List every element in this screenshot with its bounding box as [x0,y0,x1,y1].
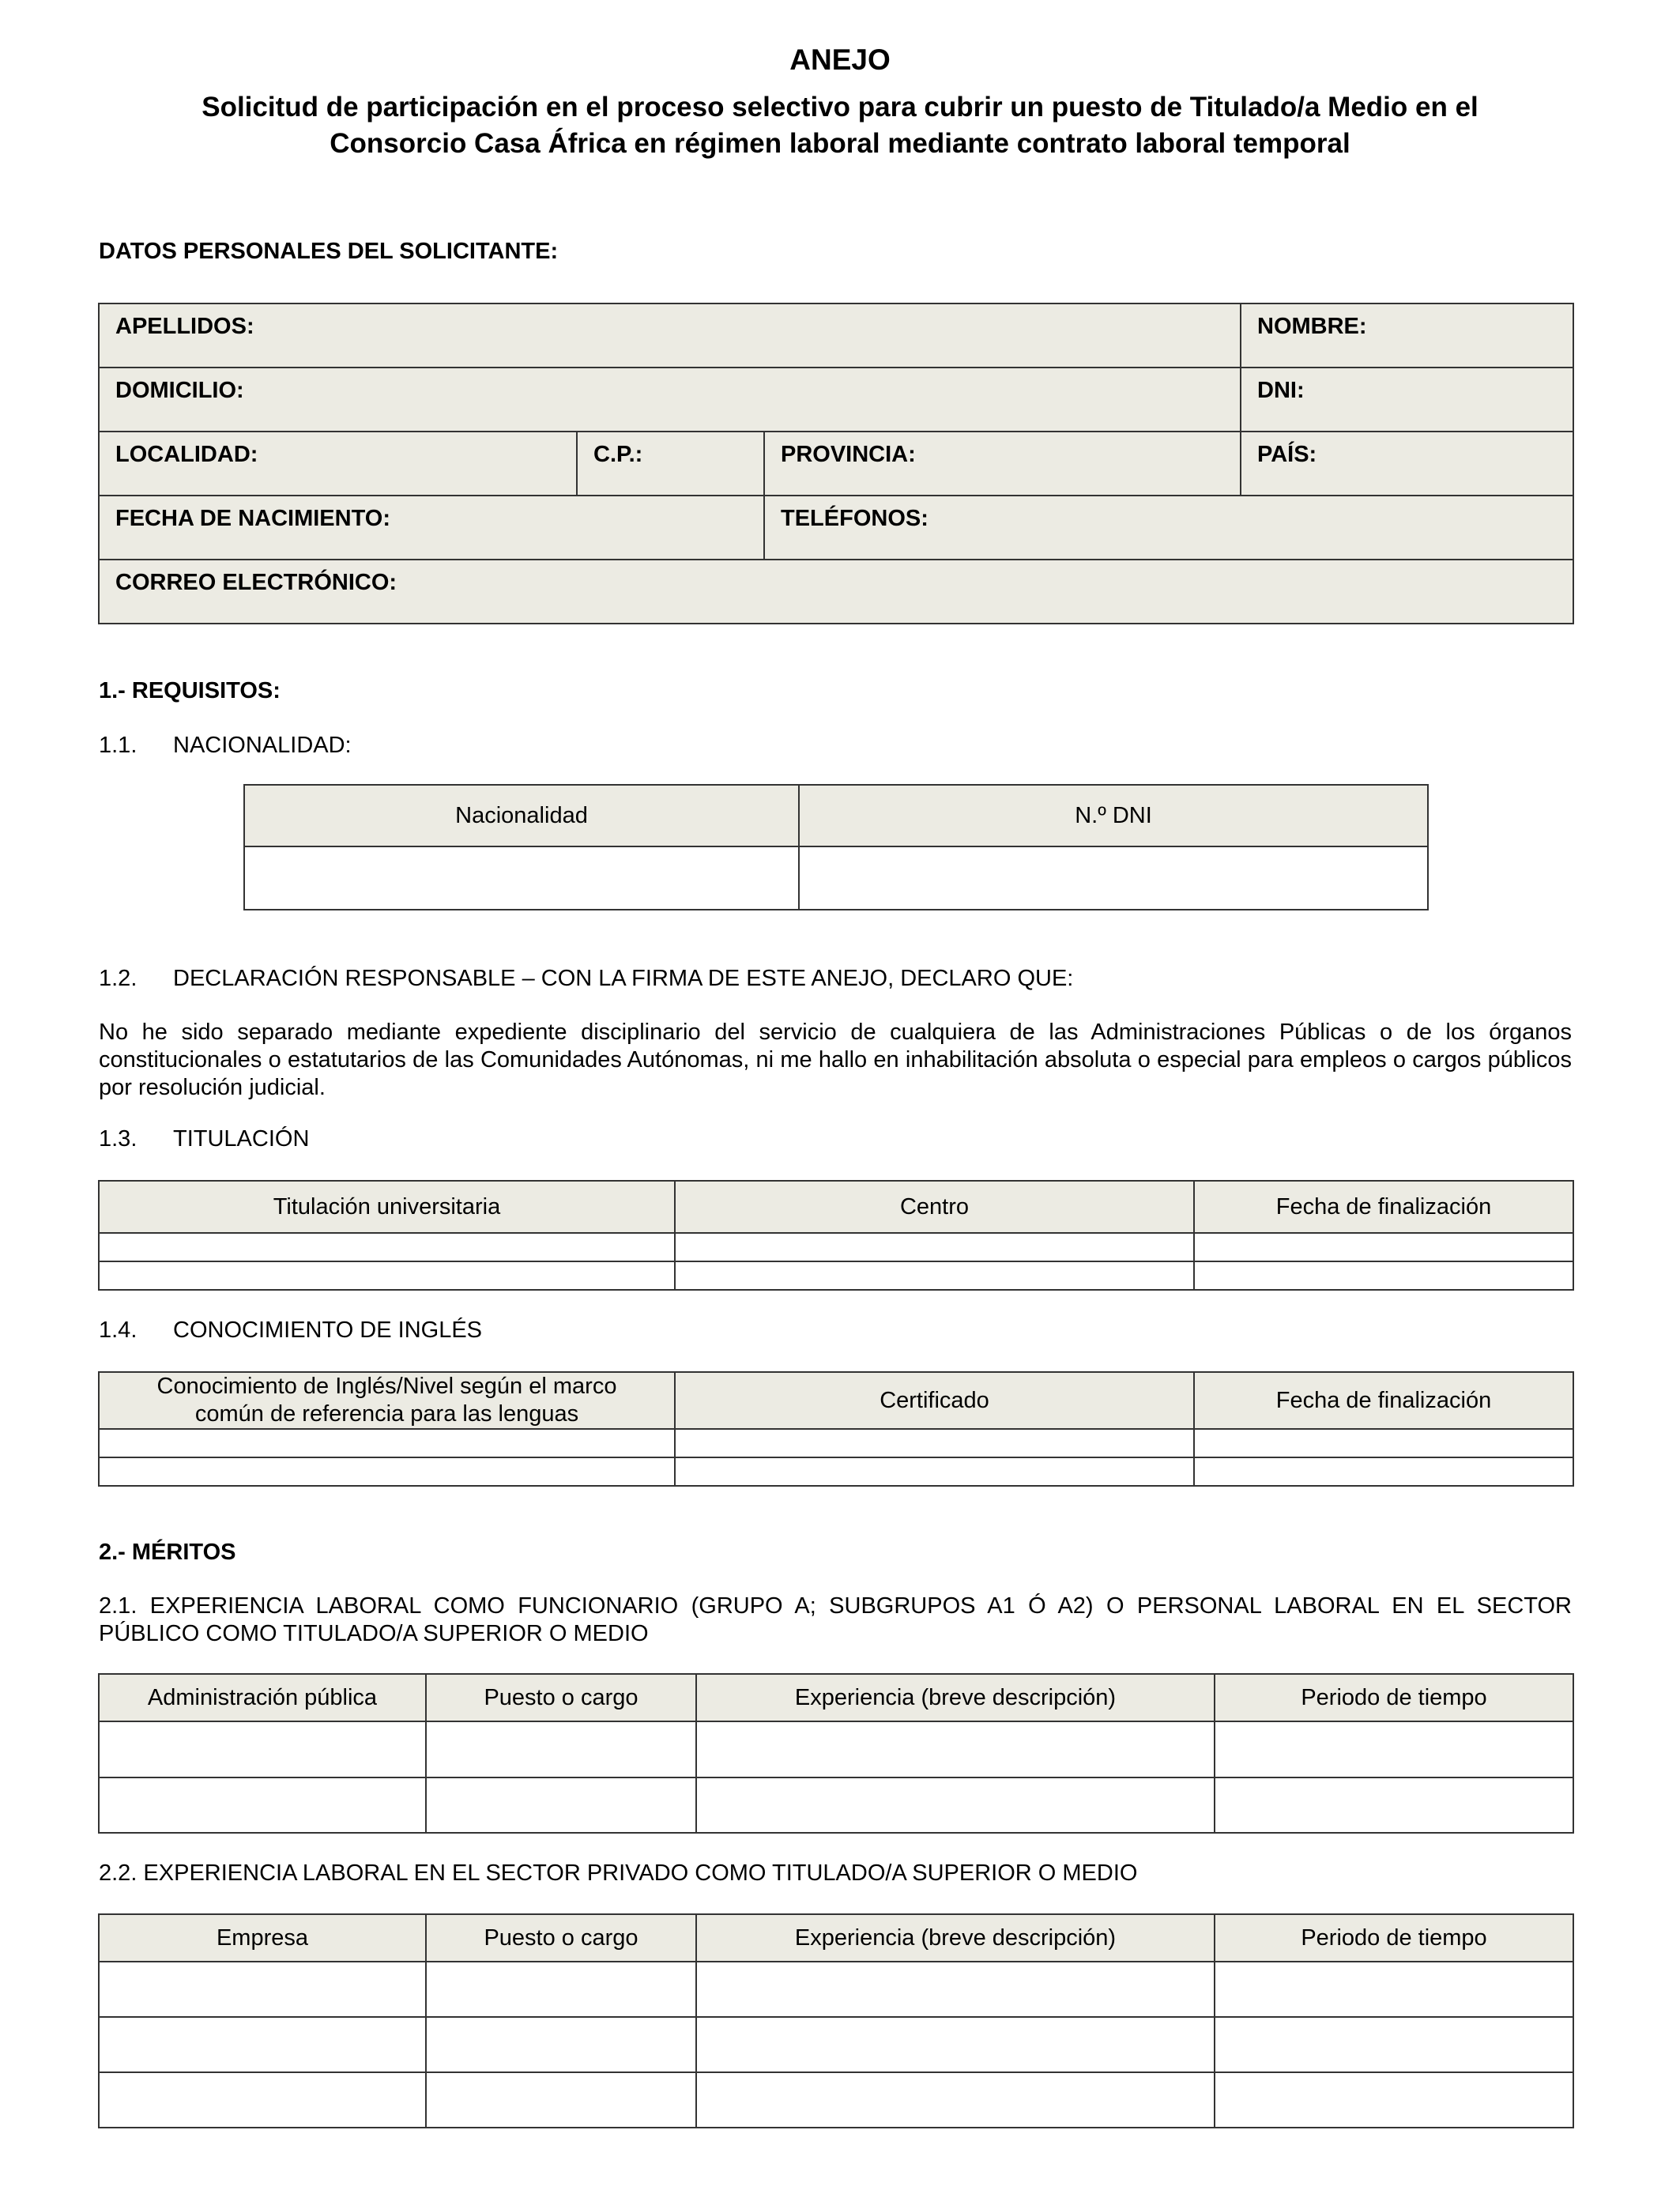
nacionalidad-input-cell[interactable] [244,846,799,910]
col-empresa: Empresa [99,1914,426,1962]
centro-input-cell[interactable] [675,1261,1194,1290]
col-fecha-finalizacion: Fecha de finalización [1194,1181,1573,1233]
ingles-table [98,1371,1574,1487]
correo-label: CORREO ELECTRÓNICO: [115,570,397,595]
col-centro: Centro [675,1181,1194,1233]
provincia-field[interactable] [764,432,1241,496]
pais-field[interactable] [1241,432,1573,496]
puesto-input-cell[interactable] [426,1962,696,2017]
declaracion-text: No he sido separado mediante expediente disciplinario del servicio de cualquiera de las Administraciones Públicas o de los órganos constitucionales o estatutarios de las Comunidades Autónomas, ni me hallo en inhabilitación absoluta o especial para empleos o cargos públicos por resolución judicial. [99,1020,1572,1100]
dni-field[interactable] [1241,368,1573,432]
fecha-input-cell[interactable] [1194,1233,1573,1261]
nacionalidad-heading [99,731,352,760]
dni-input-cell[interactable] [799,846,1428,910]
apellidos-label: APELLIDOS: [115,314,254,339]
col-periodo: Periodo de tiempo [1215,1674,1573,1721]
meritos-heading: 2.- MÉRITOS [99,1540,236,1565]
col-puesto: Puesto o cargo [426,1914,696,1962]
col-nivel-ingles-line-1: Conocimiento de Inglés/Nivel según el marco [156,1374,617,1399]
titulacion-heading [99,1125,309,1153]
nombre-label: NOMBRE: [1257,314,1367,339]
puesto-input-cell[interactable] [426,2072,696,2128]
telefonos-label: TELÉFONOS: [781,506,929,531]
empresa-input-cell[interactable] [99,2017,426,2072]
empresa-input-cell[interactable] [99,2072,426,2128]
correo-field[interactable] [99,560,1573,624]
puesto-input-cell[interactable] [426,1777,696,1833]
cp-field[interactable] [577,432,764,496]
subtitle-line-1: Solicitud de participación en el proceso selectivo para cubrir un puesto de Titulado/a Medio en el [202,92,1478,123]
nacionalidad-label: NACIONALIDAD: [173,733,352,758]
certificado-input-cell[interactable] [675,1429,1194,1457]
experiencia-input-cell[interactable] [696,2072,1215,2128]
titulacion-table [98,1180,1574,1291]
empresa-input-cell[interactable] [99,1962,426,2017]
puesto-input-cell[interactable] [426,1721,696,1777]
experiencia-publico-table [98,1673,1574,1834]
titulacion-input-cell[interactable] [99,1261,675,1290]
nacionalidad-number: 1.1. [99,733,137,758]
col-titulacion: Titulación universitaria [99,1181,675,1233]
fecha-input-cell[interactable] [1194,1429,1573,1457]
periodo-input-cell[interactable] [1215,2072,1573,2128]
col-administracion: Administración pública [99,1674,426,1721]
col-certificado: Certificado [675,1372,1194,1429]
periodo-input-cell[interactable] [1215,1962,1573,2017]
nacionalidad-table [243,784,1429,910]
localidad-field[interactable] [99,432,577,496]
dni-label: DNI: [1257,378,1305,403]
col-periodo: Periodo de tiempo [1215,1914,1573,1962]
requisitos-heading: 1.- REQUISITOS: [99,678,281,703]
ingles-heading [99,1316,482,1344]
col-puesto: Puesto o cargo [426,1674,696,1721]
col-nivel-ingles-line-2: común de referencia para las lenguas [194,1401,579,1427]
document-title: ANEJO [789,43,891,76]
declaracion-number: 1.2. [99,966,137,991]
experiencia-privado-title: 2.2. EXPERIENCIA LABORAL EN EL SECTOR PRIVADO COMO TITULADO/A SUPERIOR O MEDIO [99,1860,1138,1886]
experiencia-input-cell[interactable] [696,1962,1215,2017]
puesto-input-cell[interactable] [426,2017,696,2072]
declaracion-label: DECLARACIÓN RESPONSABLE – CON LA FIRMA DE ESTE ANEJO, DECLARO QUE: [173,966,1074,991]
col-experiencia: Experiencia (breve descripción) [696,1914,1215,1962]
periodo-input-cell[interactable] [1215,2017,1573,2072]
col-fecha-finalizacion: Fecha de finalización [1194,1372,1573,1429]
personal-data-heading: DATOS PERSONALES DEL SOLICITANTE: [99,239,559,264]
nombre-field[interactable] [1241,303,1573,368]
fecha-input-cell[interactable] [1194,1261,1573,1290]
ingles-number: 1.4. [99,1318,137,1343]
col-dni: N.º DNI [799,785,1428,846]
titulacion-input-cell[interactable] [99,1233,675,1261]
experiencia-privado-table [98,1913,1574,2128]
fecha-input-cell[interactable] [1194,1457,1573,1486]
document-subtitle [95,89,1585,162]
administracion-input-cell[interactable] [99,1777,426,1833]
personal-data-table [98,303,1574,624]
experiencia-input-cell[interactable] [696,1777,1215,1833]
domicilio-label: DOMICILIO: [115,378,244,403]
pais-label: PAÍS: [1257,442,1317,467]
localidad-label: LOCALIDAD: [115,442,258,467]
titulacion-number: 1.3. [99,1126,137,1152]
periodo-input-cell[interactable] [1215,1721,1573,1777]
cp-label: C.P.: [593,442,643,467]
declaracion-heading [99,964,1073,993]
col-nivel-ingles [99,1372,675,1429]
experiencia-input-cell[interactable] [696,2017,1215,2072]
telefonos-field[interactable] [764,496,1573,560]
experiencia-input-cell[interactable] [696,1721,1215,1777]
certificado-input-cell[interactable] [675,1457,1194,1486]
administracion-input-cell[interactable] [99,1721,426,1777]
col-experiencia: Experiencia (breve descripción) [696,1674,1215,1721]
subtitle-line-2: Consorcio Casa África en régimen laboral mediante contrato laboral temporal [330,128,1350,159]
fecha-nacimiento-label: FECHA DE NACIMIENTO: [115,506,390,531]
nivel-input-cell[interactable] [99,1457,675,1486]
provincia-label: PROVINCIA: [781,442,916,467]
fecha-nacimiento-field[interactable] [99,496,764,560]
apellidos-field[interactable] [99,303,1241,368]
nivel-input-cell[interactable] [99,1429,675,1457]
ingles-label: CONOCIMIENTO DE INGLÉS [173,1318,483,1343]
titulacion-label: TITULACIÓN [173,1126,310,1152]
centro-input-cell[interactable] [675,1233,1194,1261]
experiencia-publico-title: 2.1. EXPERIENCIA LABORAL COMO FUNCIONARIO (GRUPO A; SUBGRUPOS A1 Ó A2) O PERSONAL LABORAL EN EL SECTOR PÚBLICO COMO TITULADO/A SUPERIOR O MEDIO [99,1593,1572,1646]
domicilio-field[interactable] [99,368,1241,432]
col-nacionalidad: Nacionalidad [244,785,799,846]
periodo-input-cell[interactable] [1215,1777,1573,1833]
